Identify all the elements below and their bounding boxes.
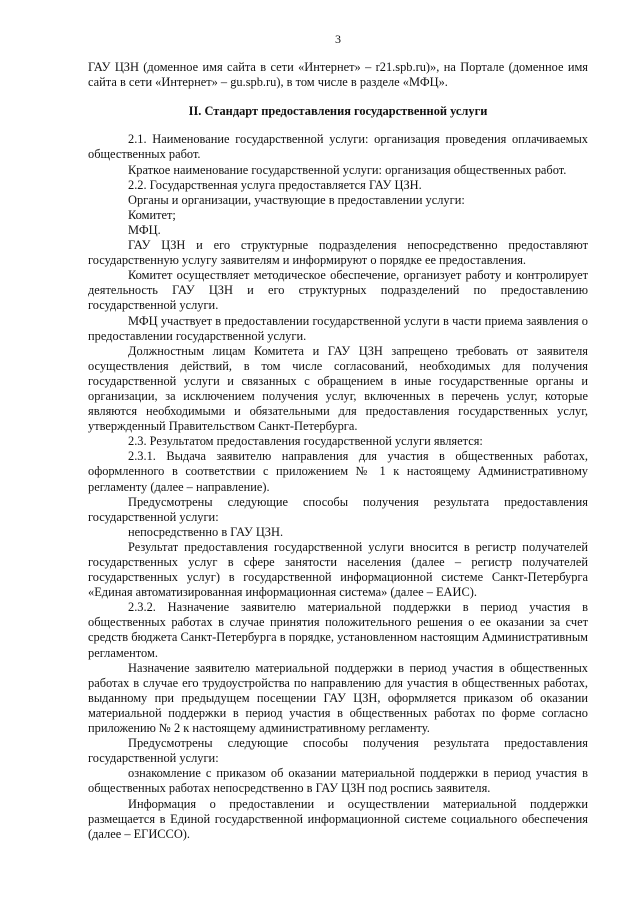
paragraph-methods-1: Предусмотрены следующие способы получения результата предоставления государственной услуги: — [88, 494, 588, 524]
paragraph-2-3: 2.3. Результатом предоставления государственной услуги является: — [128, 434, 483, 449]
paragraph-short-name: Краткое наименование государственной услуги: организация общественных работ. — [128, 162, 567, 177]
paragraph-2-1: 2.1. Наименование государственной услуги: организация проведения оплачиваемых общественных работ. — [88, 132, 588, 162]
paragraph-mfc: МФЦ. — [128, 222, 161, 237]
paragraph-acquaintance: ознакомление с приказом об оказании материальной поддержки в период участия в общественных работах непосредственно в ГАУ ЦЗН под роспись заявителя. — [88, 766, 588, 796]
paragraph-register: Результат предоставления государственной услуги вносится в регистр получателей государственных услуг в сфере занятости населения (далее – регистр получателей государственных услуг) в государственной информационной системе Санкт-Петербурга «Единая автоматизированная информационная система» (далее – ЕАИС). — [88, 539, 588, 600]
document-page — [88, 32, 588, 842]
paragraph-mfc-duties: МФЦ участвует в предоставлении государственной услуги в части приема заявления о предоставлении государственной услуги. — [88, 313, 588, 343]
paragraph-prohibition: Должностным лицам Комитета и ГАУ ЦЗН запрещено требовать от заявителя осуществления действий, в том числе согласований, необходимых для получения государственной услуги и связанных с обращением в иные государственные органы и организации, за исключением получения услуг, включенных в перечень услуг, которые являются необходимыми и обязательными для предоставления государственных услуг, утвержденный Правительством Санкт-Петербурга. — [88, 343, 588, 434]
intro-paragraph: ГАУ ЦЗН (доменное имя сайта в сети «Интернет» – r21.spb.ru)», на Портале (доменное имя сайта в сети «Интернет» – gu.spb.ru), в том числе в разделе «МФЦ». — [88, 60, 588, 90]
paragraph-committee-duties: Комитет осуществляет методическое обеспечение, организует работу и контролирует деятельность ГАУ ЦЗН и его структурных подразделений по предоставлению государственной услуги. — [88, 268, 588, 313]
paragraph-participants: Органы и организации, участвующие в предоставлении услуги: — [128, 192, 465, 207]
paragraph-2-3-1: 2.3.1. Выдача заявителю направления для участия в общественных работах, оформленного в соответствии с приложением № 1 к настоящему Административному регламенту (далее – направление). — [88, 449, 588, 494]
paragraph-committee: Комитет; — [128, 207, 176, 222]
paragraph-2-2: 2.2. Государственная услуга предоставляется ГАУ ЦЗН. — [128, 177, 422, 192]
page-number: 3 — [335, 32, 341, 46]
paragraph-gau-czn: ГАУ ЦЗН и его структурные подразделения непосредственно предоставляют государственную услугу заявителям и информируют о порядке ее предоставления. — [88, 238, 588, 268]
paragraph-support-order: Назначение заявителю материальной поддержки в период участия в общественных работах в случае его трудоустройства по направлению для участия в общественных работах, выданному при предыдущем посещении ГАУ ЦЗН, оформляется приказом об оказании материальной поддержки в период участия в общественных работах по форме согласно приложению № 2 к настоящему административному регламенту. — [88, 660, 588, 736]
section-title: II. Стандарт предоставления государственной услуги — [188, 104, 488, 119]
paragraph-egisso: Информация о предоставлении и осуществлении материальной поддержки размещается в Единой государственной информационной системе социального обеспечения (далее – ЕГИССО). — [88, 796, 588, 841]
paragraph-2-3-2: 2.3.2. Назначение заявителю материальной поддержки в период участия в общественных работах в случае принятия положительного решения о ее оказании за счет средств бюджета Санкт-Петербурга в порядке, установленном настоящим Административным регламентом. — [88, 600, 589, 660]
paragraph-directly: непосредственно в ГАУ ЦЗН. — [128, 524, 284, 539]
paragraph-methods-2: Предусмотрены следующие способы получения результата предоставления государственной услуги: — [88, 736, 588, 766]
